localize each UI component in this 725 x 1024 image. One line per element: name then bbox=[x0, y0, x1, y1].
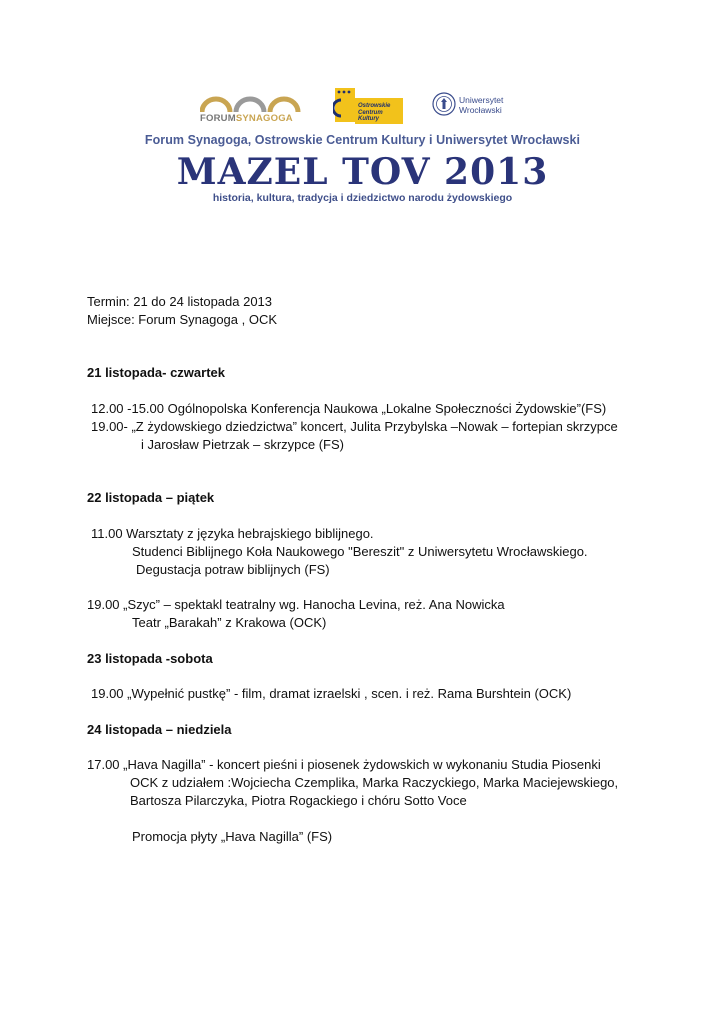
event-subtitle: historia, kultura, tradycja i dziedzictwo narodu żydowskiego bbox=[212, 192, 513, 204]
day-heading: 23 listopada -sobota bbox=[87, 651, 213, 666]
day-heading: 22 listopada – piątek bbox=[87, 490, 215, 505]
partners-line: Forum Synagoga, Ostrowskie Centrum Kultury i Uniwersytet Wrocławski bbox=[144, 133, 581, 147]
schedule-line: 19.00 „Szyc” – spektakl teatralny wg. Hanocha Levina, reż. Ana Nowicka bbox=[87, 597, 505, 612]
forum-synagoga-wordmark: FORUMSYNAGOGA bbox=[200, 113, 293, 124]
schedule-line: 19.00- „Z żydowskiego dziedzictwa” koncert, Julita Przybylska –Nowak – fortepian skrzypce bbox=[91, 419, 618, 434]
uniwersytet-wroclawski-logo bbox=[432, 92, 522, 120]
day-heading: 24 listopada – niedziela bbox=[87, 722, 232, 737]
event-title: MAZEL TOV 2013 bbox=[176, 151, 549, 193]
schedule-line: Studenci Biblijnego Koła Naukowego "Bereszit" z Uniwersytetu Wrocławskiego. bbox=[132, 544, 588, 559]
schedule-line: 12.00 -15.00 Ogólnopolska Konferencja Naukowa „Lokalne Społeczności Żydowskie”(FS) bbox=[91, 401, 607, 416]
header-logos bbox=[0, 86, 725, 126]
schedule-line: 17.00 „Hava Nagilla” - koncert pieśni i piosenek żydowskich w wykonaniu Studia Piosenki bbox=[87, 757, 601, 772]
schedule-line: Teatr „Barakah” z Krakowa (OCK) bbox=[132, 615, 327, 630]
schedule-line: 19.00 „Wypełnić pustkę” - film, dramat izraelski , scen. i reż. Rama Burshtein (OCK) bbox=[91, 686, 572, 701]
ock-logo bbox=[333, 86, 405, 126]
schedule-line: Degustacja potraw biblijnych (FS) bbox=[136, 562, 330, 577]
schedule-line: Bartosza Pilarczyka, Piotra Rogackiego i chóru Sotto Voce bbox=[130, 793, 467, 808]
forum-synagoga-logo bbox=[200, 90, 304, 124]
schedule-line: Promocja płyty „Hava Nagilla” (FS) bbox=[132, 829, 333, 844]
termin-line: Termin: 21 do 24 listopada 2013 bbox=[87, 294, 273, 309]
university-seal-icon bbox=[432, 92, 456, 116]
university-wordmark: Uniwersytet Wrocławski bbox=[459, 95, 504, 115]
schedule-line: 11.00 Warsztaty z języka hebrajskiego biblijnego. bbox=[91, 526, 374, 541]
ock-wordmark: Ostrowskie Centrum Kultury bbox=[358, 103, 391, 122]
miejsce-line: Miejsce: Forum Synagoga , OCK bbox=[87, 312, 278, 327]
schedule-line: i Jarosław Pietrzak – skrzypce (FS) bbox=[141, 437, 344, 452]
day-heading: 21 listopada- czwartek bbox=[87, 365, 225, 380]
schedule-line: OCK z udziałem :Wojciecha Czemplika, Marka Raczyckiego, Marka Maciejewskiego, bbox=[130, 775, 619, 790]
forum-synagoga-arches-icon bbox=[200, 90, 304, 114]
